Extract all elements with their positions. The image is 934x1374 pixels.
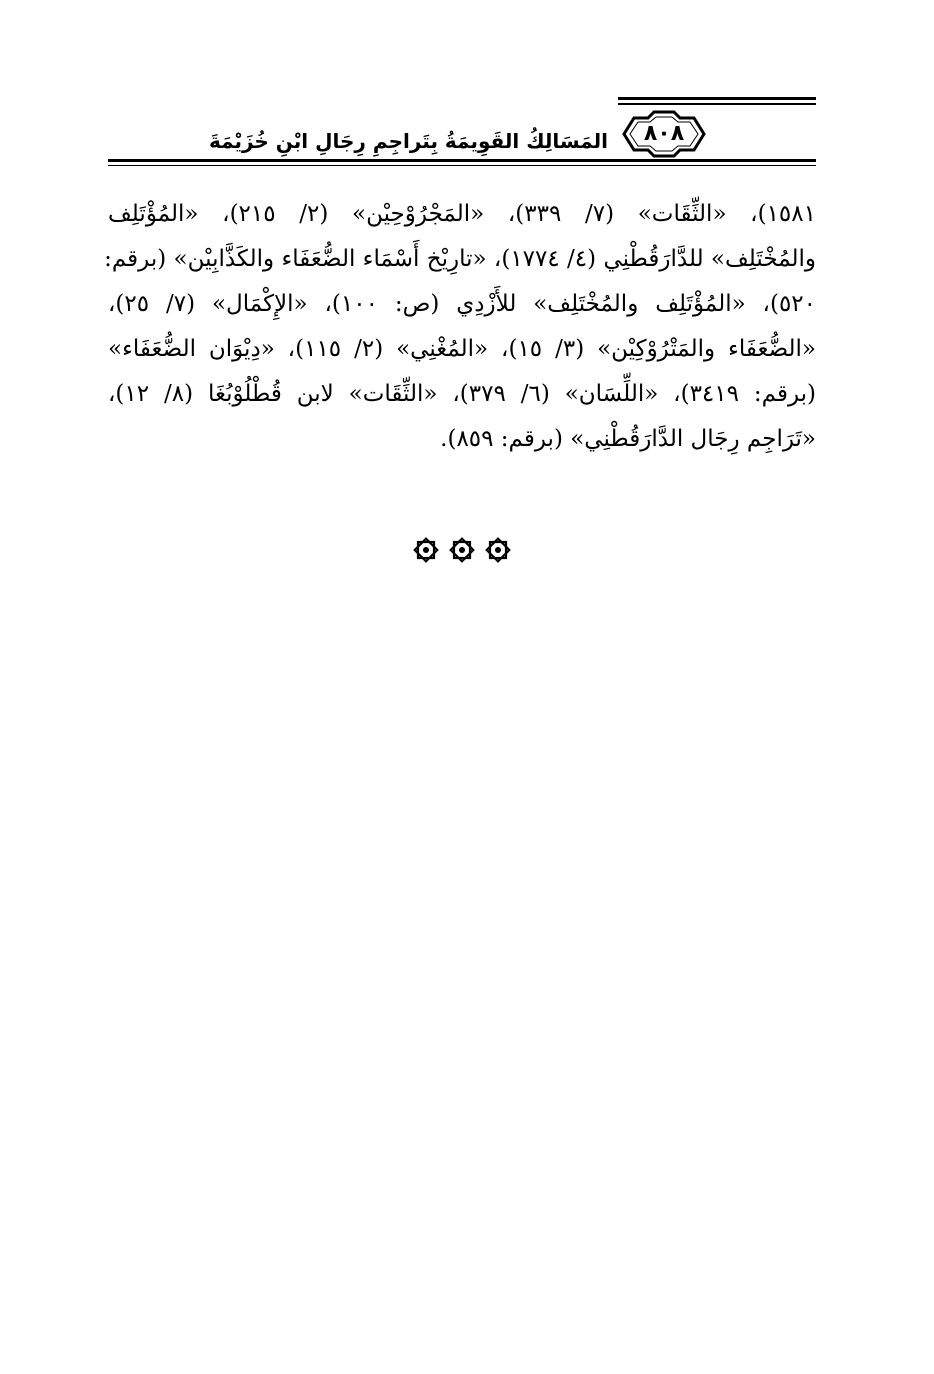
text-line: ٥٢٠)، «المُؤْتَلِف والمُخْتَلِف» للأَزْدِي (ص: ١٠٠)، «الإِكْمَال» (٧/ ٢٥)، [108,291,817,317]
page-number: ٨٠٨ [643,121,685,146]
text-line: ١٥٨١)، «الثِّقَات» (٧/ ٣٣٩)، «المَجْرُوْحِيْن» (٢/ ٢١٥)، «المُؤْتَلِف [108,201,816,227]
footnote-text [104,192,817,462]
header-rule-bottom-thin [108,165,816,166]
header-rule-top [618,97,816,100]
section-divider-ornaments [412,536,512,564]
text-line: «الضُّعَفَاء والمَتْرُوْكِيْن» (٣/ ١٥)، «المُغْنِي» (٢/ ١١٥)، «دِيْوَان الضُّعَفَاء» [108,336,816,362]
header-rule-top-thin [618,103,816,105]
eight-point-star-ornament-icon [448,536,476,564]
page-number-badge [618,108,710,160]
text-line: والمُخْتَلِف» للدَّارَقُطْنِي (٤/ ١٧٧٤)، «تارِيْخ أَسْمَاء الضُّعَفَاء والكَذَّابِيْن» (برقم: [104,246,816,272]
eight-point-star-ornament-icon [412,536,440,564]
header-rule-bottom [108,159,816,162]
book-title: المَسَالِكُ القَوِيمَةُ بِتَراجِمِ رِجَالِ ابْنِ خُزَيْمَةَ [208,129,608,153]
eight-point-star-ornament-icon [484,536,512,564]
text-line: «تَرَاجِم رِجَال الدَّارَقُطْنِي» (برقم: ٨٥٩). [440,426,816,452]
text-line: (برقم: ٣٤١٩)، «اللِّسَان» (٦/ ٣٧٩)، «الثِّقَات» لابن قُطْلُوْبُغَا (٨/ ١٢)، [108,381,817,407]
